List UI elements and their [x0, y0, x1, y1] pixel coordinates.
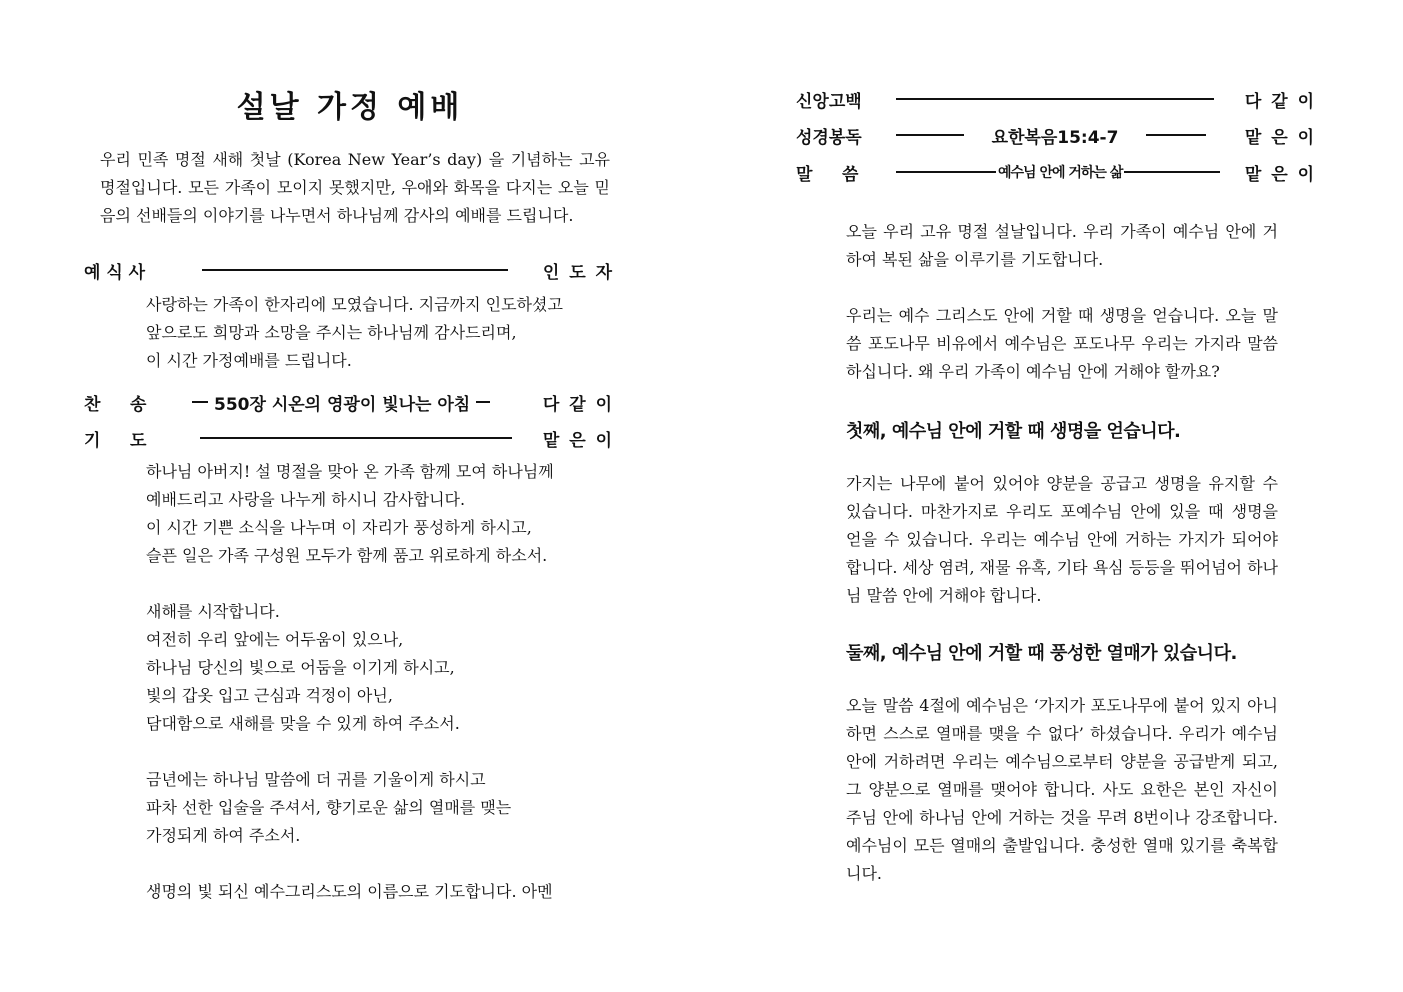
- order-label: 신앙고백: [796, 91, 862, 112]
- intro-paragraph: 우리 민족 명절 새해 첫날 (Korea New Year’s day) 을 기념하는 고유 명절입니다. 모든 가족이 모이지 못했지만, 우애와 화목을 다지는 오늘 믿음의 선배들의 이야기를 나누면서 하나님께 감사의 예배를 드립니다.: [100, 150, 610, 225]
- sermon-paragraph: 우리는 예수 그리스도 안에 거할 때 생명을 얻습니다. 오늘 말씀 포도나무 비유에서 예수님은 포도나무 우리는 가지라 말씀하십니다. 왜 우리 가족이 예수님 안에 거해야 할까요?: [846, 306, 1278, 381]
- order-row-reading: [796, 123, 1316, 147]
- opening-text: [146, 291, 563, 375]
- text-line: 이 시간 기쁜 소식을 나누며 이 자리가 풍성하게 하시고,: [146, 518, 532, 537]
- order-role: 맡 은 이: [542, 430, 614, 451]
- text-line: 하나님 아버지! 설 명절을 맞아 온 가족 함께 모여 하나님께: [146, 462, 554, 481]
- prayer-text-1: [146, 458, 554, 570]
- order-row-prayer: [84, 426, 614, 450]
- hymn-title: 550장 시온의 영광이 빛나는 아침: [214, 394, 471, 415]
- prayer-text-2: [146, 598, 460, 738]
- order-role: 맡 은 이: [1244, 127, 1316, 148]
- leader-line: [896, 134, 964, 136]
- text-line: 앞으로도 희망과 소망을 주시는 하나님께 감사드리며,: [146, 323, 517, 342]
- text-line: 담대함으로 새해를 맞을 수 있게 하여 주소서.: [146, 714, 460, 733]
- leader-line: [192, 401, 208, 403]
- text-line: 파차 선한 입술을 주셔서, 향기로운 삶의 열매를 맺는: [146, 798, 512, 817]
- order-row-creed: [796, 87, 1316, 111]
- leader-line: [1124, 171, 1220, 173]
- text-line: 여전히 우리 앞에는 어두움이 있으나,: [146, 630, 404, 649]
- prayer-text-3: [146, 766, 511, 850]
- order-role: 다 같 이: [1244, 91, 1316, 112]
- text-line: 슬픈 일은 가족 구성원 모두가 함께 품고 위로하게 하소서.: [146, 546, 548, 565]
- leader-line: [202, 269, 508, 271]
- order-label: 기 도: [84, 430, 147, 451]
- text-line: 금년에는 하나님 말씀에 더 귀를 기울이게 하시고: [146, 770, 486, 789]
- sermon-point-heading: 둘째, 예수님 안에 거할 때 풍성한 열매가 있습니다.: [846, 643, 1237, 664]
- page-title: 설날 가정 예배: [236, 90, 464, 125]
- sermon-paragraph: 오늘 말씀 4절에 예수님은 ‘가지가 포도나무에 붙어 있지 아니하면 스스로 열매를 맺을 수 없다’ 하셨습니다. 우리가 예수님 안에 거하려면 우리는 예수님으로부터 양분을 공급받게 되고, 그 양분으로 열매를 맺어야 합니다. 사도 요한은 본인 자신이 주님 안에 하나님 안에 거하는 것을 무려 8번이나 강조합니다. 예수님이 모든 열매의 출발입니다. 충성한 열매 있기를 축복합니다.: [846, 696, 1278, 883]
- order-row-hymn: [84, 390, 614, 414]
- text-line: 생명의 빛 되신 예수그리스도의 이름으로 기도합니다. 아멘: [146, 882, 553, 901]
- leader-line: [200, 437, 512, 439]
- leader-line: [896, 171, 996, 173]
- text-line: 가정되게 하여 주소서.: [146, 826, 301, 845]
- order-label: 찬 송: [84, 394, 147, 415]
- order-label: 말 씀: [796, 164, 859, 185]
- sermon-paragraph: 가지는 나무에 붙어 있어야 양분을 공급고 생명을 유지할 수 있습니다. 마찬가지로 우리도 포예수님 안에 있을 때 생명을 얻을 수 있습니다. 우리는 예수님 안에 거하는 가지가 되어야 합니다. 세상 염려, 재물 유혹, 기타 욕심 등등을 뛰어넘어 하나님 말씀 안에 거해야 합니다.: [846, 474, 1278, 605]
- leader-line: [476, 401, 490, 403]
- text-line: 하나님 당신의 빛으로 어둠을 이기게 하시고,: [146, 658, 455, 677]
- text-line: 사랑하는 가족이 한자리에 모였습니다. 지금까지 인도하셨고: [146, 295, 563, 314]
- scripture-reference: 요한복음15:4-7: [991, 127, 1119, 148]
- order-label: 예 식 사: [84, 262, 146, 283]
- order-role: 인 도 자: [542, 262, 614, 283]
- order-role: 다 같 이: [542, 394, 614, 415]
- sermon-title: 예수님 안에 거하는 삶: [998, 165, 1123, 181]
- order-row-opening: [84, 258, 614, 282]
- leader-line: [896, 98, 1214, 100]
- order-label: 성경봉독: [796, 127, 862, 148]
- left-page: [0, 0, 700, 992]
- text-line: 새해를 시작합니다.: [146, 602, 280, 621]
- order-role: 맡 은 이: [1244, 164, 1316, 185]
- leader-line: [1146, 134, 1206, 136]
- text-line: 이 시간 가정예배를 드립니다.: [146, 351, 352, 370]
- order-row-sermon: [796, 160, 1316, 184]
- prayer-text-4: [146, 878, 553, 906]
- text-line: 예배드리고 사랑을 나누게 하시니 감사합니다.: [146, 490, 466, 509]
- sermon-point-heading: 첫째, 예수님 안에 거할 때 생명을 얻습니다.: [846, 421, 1181, 442]
- text-line: 빛의 갑옷 입고 근심과 걱정이 아닌,: [146, 686, 393, 705]
- sermon-paragraph: 오늘 우리 고유 명절 설날입니다. 우리 가족이 예수님 안에 거하여 복된 삶을 이루기를 기도합니다.: [846, 222, 1278, 269]
